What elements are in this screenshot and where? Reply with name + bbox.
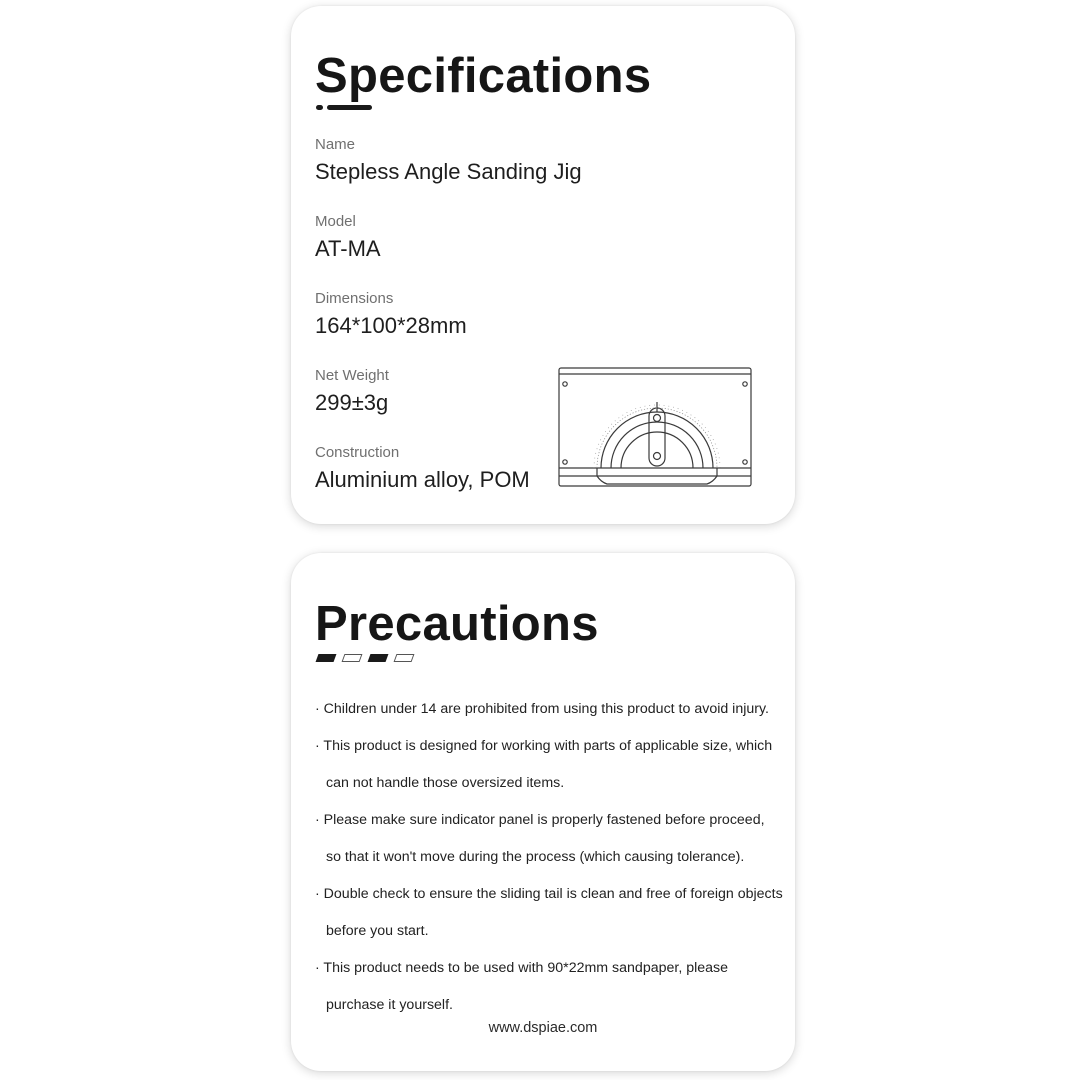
website-link[interactable]: www.dspiae.com [488,1020,598,1036]
dash-hollow [394,654,415,662]
precaution-line: · Children under 14 are prohibited from using this product to avoid injury. [315,701,769,717]
sanding-jig-drawing-icon [557,366,755,490]
dash-filled [316,654,337,662]
spec-value: 164*100*28mm [315,313,467,338]
spec-value: AT-MA [315,236,381,261]
specifications-card [291,6,795,524]
precaution-line: so that it won't move during the process (which causing tolerance). [326,849,745,865]
title-underline [316,105,372,111]
spec-label: Name [315,136,356,153]
precautions-list [315,691,793,1024]
precaution-line: purchase it yourself. [326,997,453,1013]
spec-item-net-weight [315,367,389,417]
spec-label: Construction [315,444,400,461]
spec-value: 299±3g [315,390,389,415]
spec-label: Model [315,213,356,230]
dash-hollow [342,654,363,662]
spec-item-dimensions [315,290,467,340]
precaution-line: · This product needs to be used with 90*22mm sandpaper, please [315,960,729,976]
underline-dot [316,105,323,110]
spec-label: Dimensions [315,290,394,307]
dash-filled [368,654,389,662]
precaution-line: · Please make sure indicator panel is properly fastened before proceed, [315,812,765,828]
underline-bar [327,105,372,110]
title-dash-decoration [317,654,417,663]
spec-item-model [315,213,381,263]
precaution-line: · This product is designed for working with parts of applicable size, which [315,738,773,754]
precaution-line: · Double check to ensure the sliding tail is clean and free of foreign objects [315,886,783,902]
spec-item-construction [315,444,530,494]
precaution-line: can not handle those oversized items. [326,775,565,791]
spec-value: Aluminium alloy, POM [315,467,530,492]
precautions-card [291,553,795,1071]
spec-label: Net Weight [315,367,389,384]
spec-item-name [315,136,582,186]
spec-value: Stepless Angle Sanding Jig [315,159,582,184]
precaution-line: before you start. [326,923,429,939]
specifications-title: Specifications [315,49,652,103]
precautions-title: Precautions [315,597,599,651]
